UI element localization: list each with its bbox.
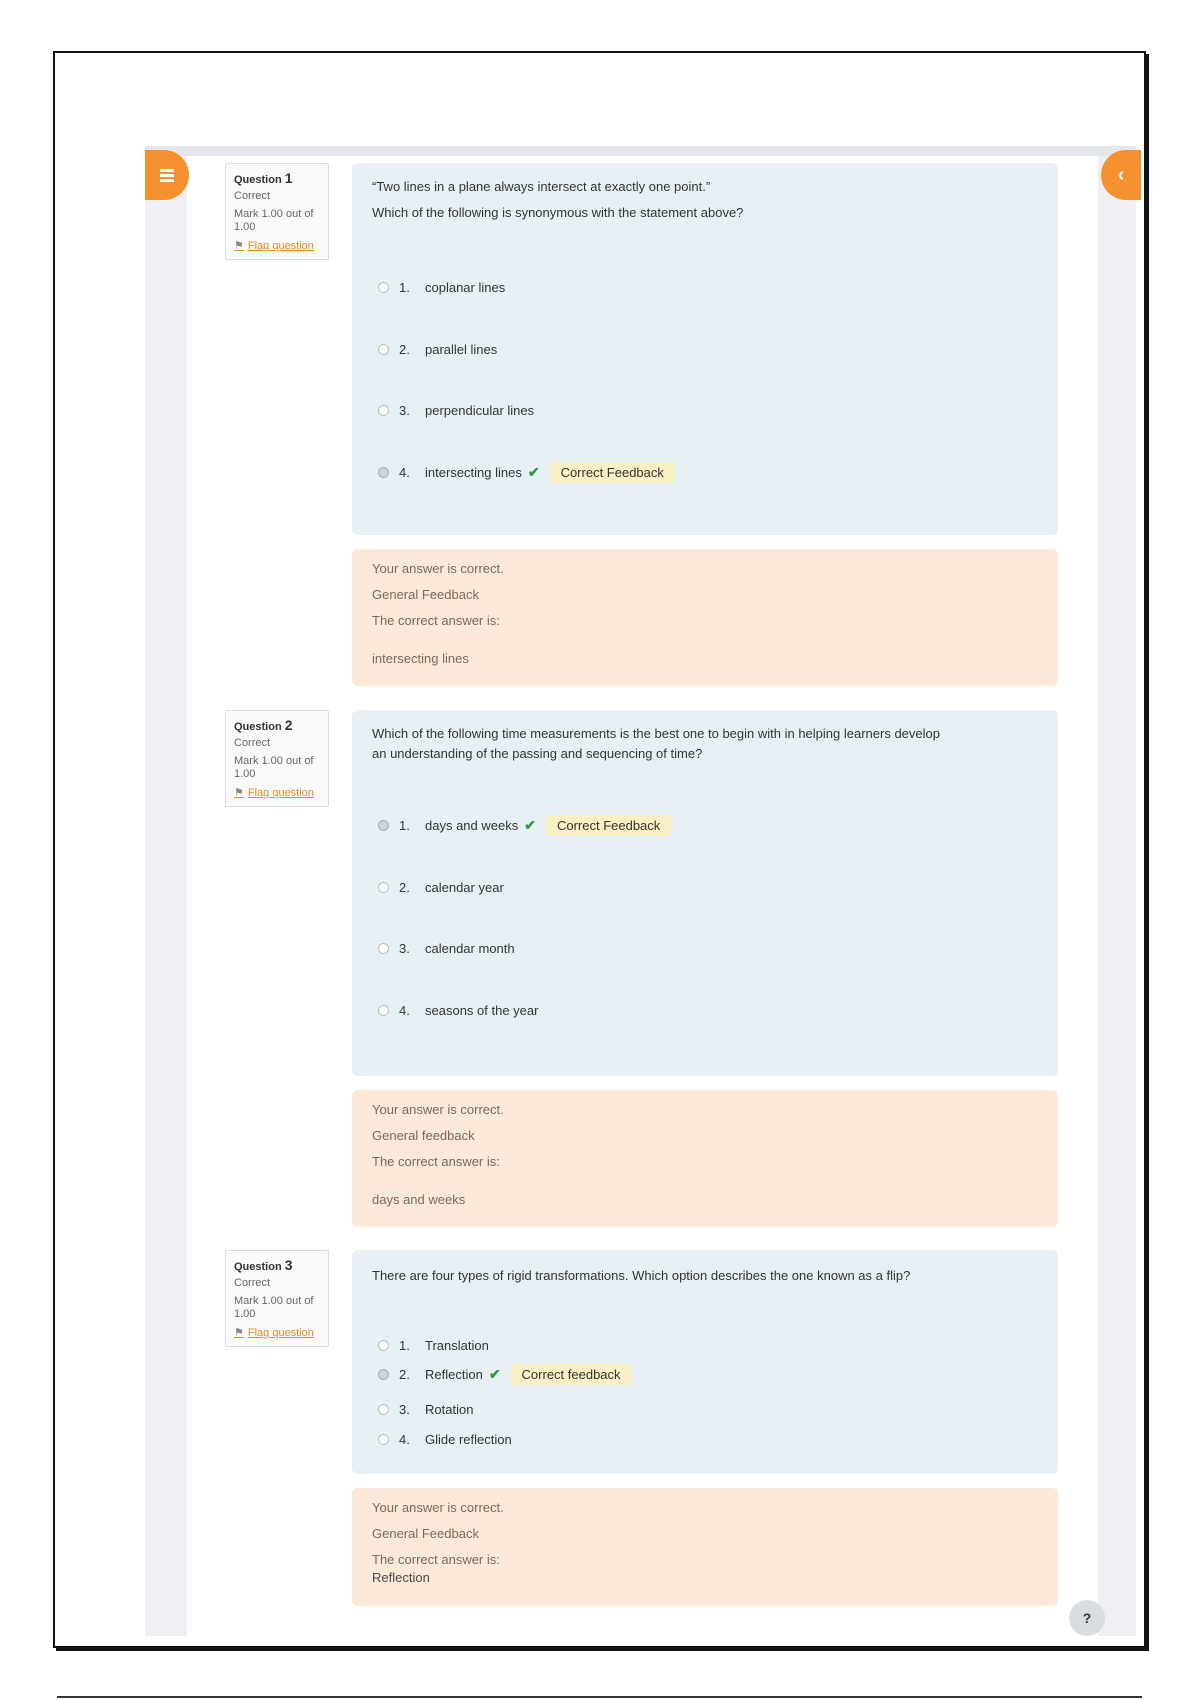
general-feedback: General Feedback bbox=[372, 1526, 479, 1541]
radio-button[interactable] bbox=[378, 882, 389, 893]
answer-option[interactable]: 4. Glide reflection bbox=[378, 1428, 512, 1450]
correct-check-icon: ✔ bbox=[524, 816, 536, 833]
flag-question-link[interactable]: ⚑ Flag question bbox=[234, 240, 314, 252]
question-info-3 bbox=[225, 1250, 329, 1347]
general-feedback: General feedback bbox=[372, 1128, 475, 1143]
radio-button[interactable] bbox=[378, 943, 389, 954]
flag-question-link[interactable]: ⚑ Flag question bbox=[234, 1327, 314, 1339]
answer-option-selected[interactable]: 4. intersecting lines ✔ Correct Feedback bbox=[378, 461, 675, 483]
outcome-result: Your answer is correct. bbox=[372, 1500, 504, 1515]
answer-option[interactable]: 1. Translation bbox=[378, 1334, 489, 1356]
correct-check-icon: ✔ bbox=[527, 463, 540, 480]
question-text: Which of the following time measurements is the best one to begin with in helping learners develop an understanding of the passing and sequencing of time? bbox=[372, 726, 940, 761]
outcome-box-3 bbox=[352, 1488, 1058, 1606]
specific-feedback: Correct Feedback bbox=[546, 815, 671, 836]
question-state: Correct bbox=[234, 1277, 271, 1289]
question-number: Question 3 bbox=[234, 1257, 293, 1273]
correct-check-icon: ✔ bbox=[488, 1365, 501, 1382]
radio-button-selected[interactable] bbox=[378, 1369, 389, 1380]
question-number: Question 1 bbox=[234, 170, 293, 186]
outcome-box-2 bbox=[352, 1090, 1058, 1227]
question-state: Correct bbox=[234, 190, 271, 202]
answer-option-selected[interactable]: 2. Reflection ✔ Correct feedback bbox=[378, 1363, 632, 1385]
outcome-result: Your answer is correct. bbox=[372, 561, 504, 576]
outcome-box-1 bbox=[352, 549, 1058, 686]
radio-button[interactable] bbox=[378, 344, 389, 355]
question-text: “Two lines in a plane always intersect at exactly one point.” Which of the following is synonymous with the statement above? bbox=[372, 179, 744, 220]
answer-option-selected[interactable]: 1. days and weeks ✔ Correct Feedback bbox=[378, 814, 671, 836]
radio-button[interactable] bbox=[378, 1340, 389, 1351]
question-box-2 bbox=[352, 710, 1058, 1076]
chevron-left-icon: ‹ bbox=[1117, 163, 1125, 186]
flag-icon: ⚑ bbox=[234, 240, 244, 252]
right-answer: Reflection bbox=[372, 1570, 430, 1585]
flag-question-link[interactable]: ⚑ Flag question bbox=[234, 787, 314, 799]
outcome-result: Your answer is correct. bbox=[372, 1102, 504, 1117]
question-number: Question 2 bbox=[234, 717, 293, 733]
right-answer-label: The correct answer is: bbox=[372, 1154, 500, 1169]
question-mark: Mark 1.00 out of 1.00 bbox=[234, 755, 314, 780]
radio-button[interactable] bbox=[378, 1005, 389, 1016]
answer-option[interactable]: 3. calendar month bbox=[378, 937, 515, 959]
menu-icon bbox=[160, 174, 174, 177]
question-state: Correct bbox=[234, 737, 271, 749]
question-info-1 bbox=[225, 163, 329, 260]
right-answer-label: The correct answer is: bbox=[372, 613, 500, 628]
radio-button[interactable] bbox=[378, 1434, 389, 1445]
question-text: There are four types of rigid transformations. Which option describes the one known as a flip? bbox=[372, 1268, 911, 1283]
answer-option[interactable]: 2. calendar year bbox=[378, 876, 504, 898]
answer-option[interactable]: 3. perpendicular lines bbox=[378, 399, 534, 421]
answer-option[interactable]: 1. coplanar lines bbox=[378, 276, 505, 298]
general-feedback: General Feedback bbox=[372, 587, 479, 602]
question-box-1 bbox=[352, 163, 1058, 535]
question-mark: Mark 1.00 out of 1.00 bbox=[234, 1295, 314, 1320]
right-answer: days and weeks bbox=[372, 1192, 466, 1207]
question-mark: Mark 1.00 out of 1.00 bbox=[234, 208, 314, 233]
radio-button-selected[interactable] bbox=[378, 820, 389, 831]
right-answer: intersecting lines bbox=[372, 651, 469, 666]
answer-option[interactable]: 3. Rotation bbox=[378, 1398, 473, 1420]
question-box-3 bbox=[352, 1250, 1058, 1474]
radio-button-selected[interactable] bbox=[378, 467, 389, 478]
specific-feedback: Correct feedback bbox=[511, 1364, 632, 1385]
question-info-2 bbox=[225, 710, 329, 807]
radio-button[interactable] bbox=[378, 1404, 389, 1415]
radio-button[interactable] bbox=[378, 282, 389, 293]
right-answer-label: The correct answer is: bbox=[372, 1552, 500, 1567]
help-button[interactable]: ? bbox=[1069, 1600, 1105, 1636]
radio-button[interactable] bbox=[378, 405, 389, 416]
page-top-bar bbox=[145, 146, 1136, 156]
flag-icon: ⚑ bbox=[234, 787, 244, 799]
specific-feedback: Correct Feedback bbox=[550, 462, 675, 483]
bottom-rule bbox=[57, 1696, 1142, 1698]
answer-option[interactable]: 4. seasons of the year bbox=[378, 999, 538, 1021]
flag-icon: ⚑ bbox=[234, 1327, 244, 1339]
answer-option[interactable]: 2. parallel lines bbox=[378, 338, 497, 360]
